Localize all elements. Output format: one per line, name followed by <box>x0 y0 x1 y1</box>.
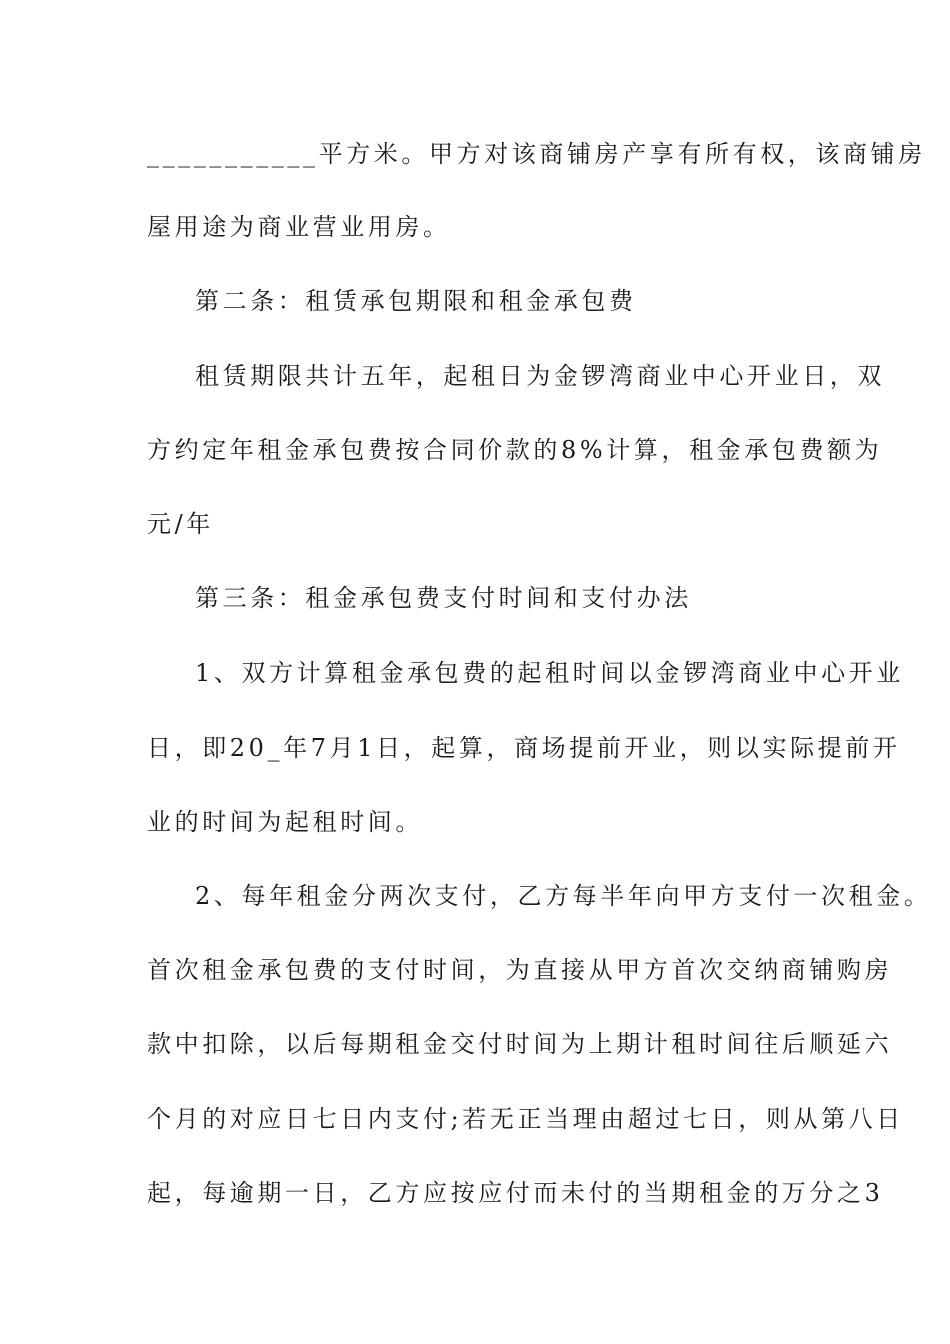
text-line: 元/年 <box>147 510 214 538</box>
text-line: 个月的对应日七日内支付;若无正当理由超过七日，则从第八日 <box>147 1105 904 1133</box>
text-line: 租赁期限共计五年，起租日为金锣湾商业中心开业日，双 <box>195 362 885 390</box>
text-line: 款中扣除，以后每期租金交付时间为上期计租时间往后顺延六 <box>147 1030 893 1058</box>
text-line: 方约定年租金承包费按合同价款的8%计算，租金承包费额为 <box>147 436 883 464</box>
section-heading: 第二条：租赁承包期限和租金承包费 <box>195 287 637 315</box>
text-line: 2、每年租金分两次支付，乙方每半年向甲方支付一次租金。 <box>195 882 932 910</box>
text-line: 业的时间为起租时间。 <box>147 808 423 836</box>
text-line: 屋用途为商业营业用房。 <box>147 213 451 241</box>
section-heading: 第三条：租金承包费支付时间和支付办法 <box>195 584 692 612</box>
text-line: 首次租金承包费的支付时间，为直接从甲方首次交纳商铺购房 <box>147 956 893 984</box>
text-line: 1、双方计算租金承包费的起租时间以金锣湾商业中心开业 <box>195 659 904 687</box>
text-line: 起，每逾期一日，乙方应按应付而未付的当期租金的万分之3 <box>147 1179 884 1207</box>
text-line: ___________平方米。甲方对该商铺房产享有所有权，该商铺房 <box>147 140 926 168</box>
text-line: 日，即20_年7月1日，起算，商场提前开业，则以实际提前开 <box>147 734 901 762</box>
